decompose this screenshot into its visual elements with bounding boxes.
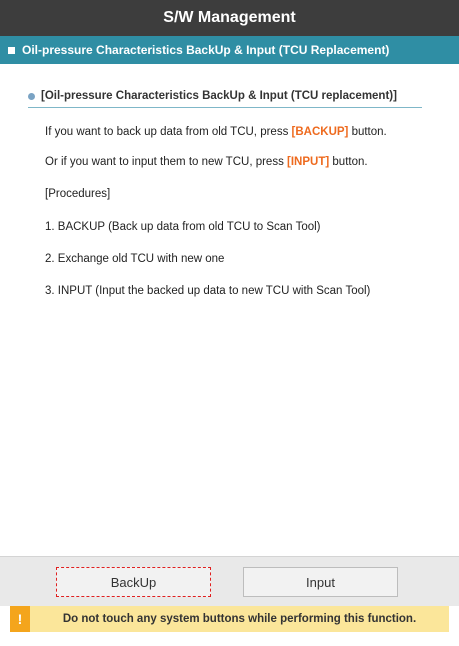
backup-keyword: [BACKUP] bbox=[291, 126, 349, 138]
procedure-step-1: 1. BACKUP (Back up data from old TCU to Scan Tool) bbox=[45, 221, 321, 233]
instruction-backup bbox=[45, 126, 387, 138]
warning-icon: ! bbox=[10, 606, 30, 632]
procedure-step-2: 2. Exchange old TCU with new one bbox=[45, 253, 225, 265]
backup-button[interactable]: BackUp bbox=[56, 567, 211, 597]
function-title: Oil-pressure Characteristics BackUp & Input (TCU Replacement) bbox=[22, 43, 390, 57]
window-title-bar bbox=[0, 0, 459, 36]
instruction-input-suffix: button. bbox=[329, 156, 368, 168]
instruction-backup-suffix: button. bbox=[348, 126, 387, 138]
instruction-input bbox=[45, 156, 368, 168]
warning-text: Do not touch any system buttons while performing this function. bbox=[62, 613, 417, 625]
window-title: S/W Management bbox=[163, 9, 296, 26]
input-keyword: [INPUT] bbox=[287, 156, 330, 168]
section-heading-text: [Oil-pressure Characteristics BackUp & Input (TCU replacement)] bbox=[41, 90, 397, 102]
warning-bar bbox=[10, 606, 449, 632]
button-bar bbox=[0, 556, 459, 606]
instruction-backup-text: If you want to back up data from old TCU, press bbox=[45, 126, 292, 138]
round-bullet-icon bbox=[28, 93, 35, 100]
function-header bbox=[0, 36, 459, 64]
instructions-panel bbox=[0, 64, 459, 556]
procedures-label: [Procedures] bbox=[45, 188, 111, 200]
procedure-step-3: 3. INPUT (Input the backed up data to new TCU with Scan Tool) bbox=[45, 285, 371, 297]
section-heading bbox=[28, 90, 422, 108]
instruction-input-text: Or if you want to input them to new TCU, press bbox=[45, 156, 288, 168]
input-button[interactable]: Input bbox=[243, 567, 398, 597]
square-bullet-icon bbox=[8, 47, 15, 54]
